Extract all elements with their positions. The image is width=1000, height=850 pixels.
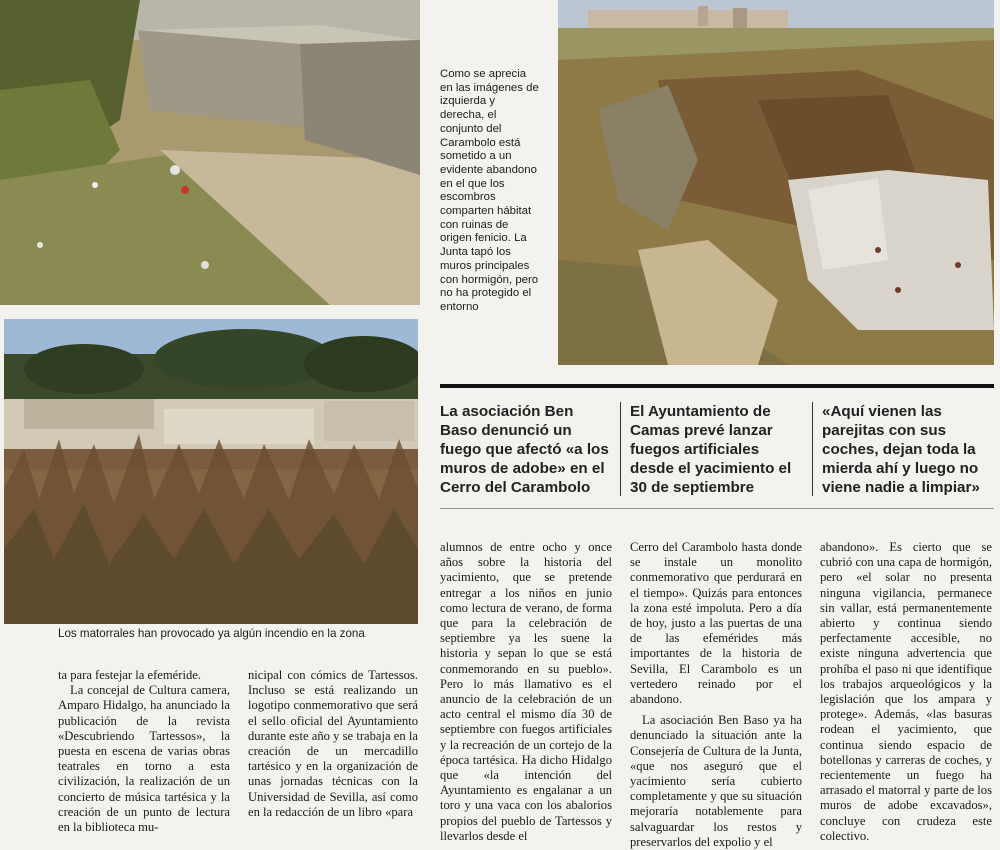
photo-concrete-walls-scrubland bbox=[4, 319, 418, 624]
photo-caption-side: Como se aprecia en las imágenes de izquierda y derecha, el conjunto del Carambolo está sometido a un evidente abandono en el que los escombros comparten hábitat con ruinas de origen fenicio. La Junta tapó los muros principales con hormigón, pero no ha protegido el entorno bbox=[440, 68, 539, 313]
paragraph: alumnos de entre ocho y once años sobre la historia del yacimiento, que se pretende entregar a los niños en junio como lectura de verano, de forma que para la celebración de septiembre ya les suene la historia y sepan lo que se está conmemorando en su pueblo». Pero lo más llamativo es el anuncio de la celebración de un acto central el mismo día 30 de septiembre con fuegos artificiales y la recreación de un cortejo de la época tartésica. Ha dicho Hidalgo que «la intención del Ayuntamiento es engalanar a un toro y una vaca con los abalorios propios del pueblo de Tartessos y llevarlos desde el bbox=[440, 540, 612, 843]
highlights-top-rule bbox=[440, 384, 994, 388]
highlight-quote-parejitas: «Aquí vienen las parejitas con sus coches, dejan toda la mierda ahí y luego no viene nadie a limpiar» bbox=[822, 403, 980, 496]
photo-caption-bottom: Los matorrales han provocado ya algún incendio en la zona bbox=[58, 627, 365, 640]
photo-ruins-hillside bbox=[558, 0, 994, 365]
article-column-1 bbox=[58, 668, 230, 835]
article-column-5 bbox=[820, 540, 992, 844]
paragraph: abandono». Es cierto que se cubrió con una capa de hormigón, pero «el solar no presenta ninguna vigilancia, permanece sin vallar, está permanentemente abierto y continua siendo perfectamente accesible, no existe ninguna advertencia que prohíba el paso ni que identifique los trabajos arqueológicos y la legislación que los ampara y protege». Además, «las basuras rodean el yacimiento, que continua siendo espacio de botellonas y carreras de coches, y recientemente un fuego ha arrasado el matorral y parte de los muros de adobe excavados», concluye con crudeza este colectivo. bbox=[820, 540, 992, 843]
highlights-bottom-rule bbox=[440, 508, 994, 509]
paragraph: ta para festejar la efeméride. bbox=[58, 668, 201, 682]
article-column-2 bbox=[248, 668, 418, 820]
photo-concrete-block-litter bbox=[0, 0, 420, 305]
paragraph: Cerro del Carambolo hasta donde se instale un monolito conmemorativo que perdurará en el tiempo». Quizás para entonces la zona esté impoluta. Pero a día de hoy, justo a las puertas de una de las efemérides más importantes de la historia de Sevilla, El Carambolo es un vertedero reinado por el abandono. bbox=[630, 540, 802, 707]
article-column-3 bbox=[440, 540, 612, 844]
highlight-ben-baso: La asociación Ben Baso denunció un fuego que afectó «a los muros de adobe» en el Cerro del Carambolo bbox=[440, 403, 609, 496]
highlight-separator bbox=[620, 402, 621, 496]
highlight-separator bbox=[812, 402, 813, 496]
paragraph: La asociación Ben Baso ya ha denunciado la situación ante la Consejería de Cultura de la Junta, «que nos aseguró que el yacimiento sería cubierto completamente y que su situación mejoraría notablemente para salvaguardar los restos y preservarlos del expolio y el bbox=[630, 713, 802, 849]
article-column-4 bbox=[630, 540, 802, 850]
highlight-ayuntamiento: El Ayuntamiento de Camas prevé lanzar fuegos artificiales desde el yacimiento el 30 de septiembre bbox=[630, 403, 792, 496]
paragraph: La concejal de Cultura camera, Amparo Hidalgo, ha anunciado la publicación de la revista «Descubriendo Tartessos», la puesta en escena de varias obras teatrales en torno a esta civilización, la realización de un concierto de música tartésica y la creación de un punto de lectura en la biblioteca mu- bbox=[58, 683, 230, 835]
paragraph: nicipal con cómics de Tartessos. Incluso se está realizando un logotipo conmemorativo que será el sello oficial del Ayuntamiento durante este año y se trabaja en la creación de un mercadillo tartésico y en la organización de unas jornadas técnicas con la Universidad de Sevilla, así como en la redacción de un libro «para bbox=[248, 668, 418, 819]
